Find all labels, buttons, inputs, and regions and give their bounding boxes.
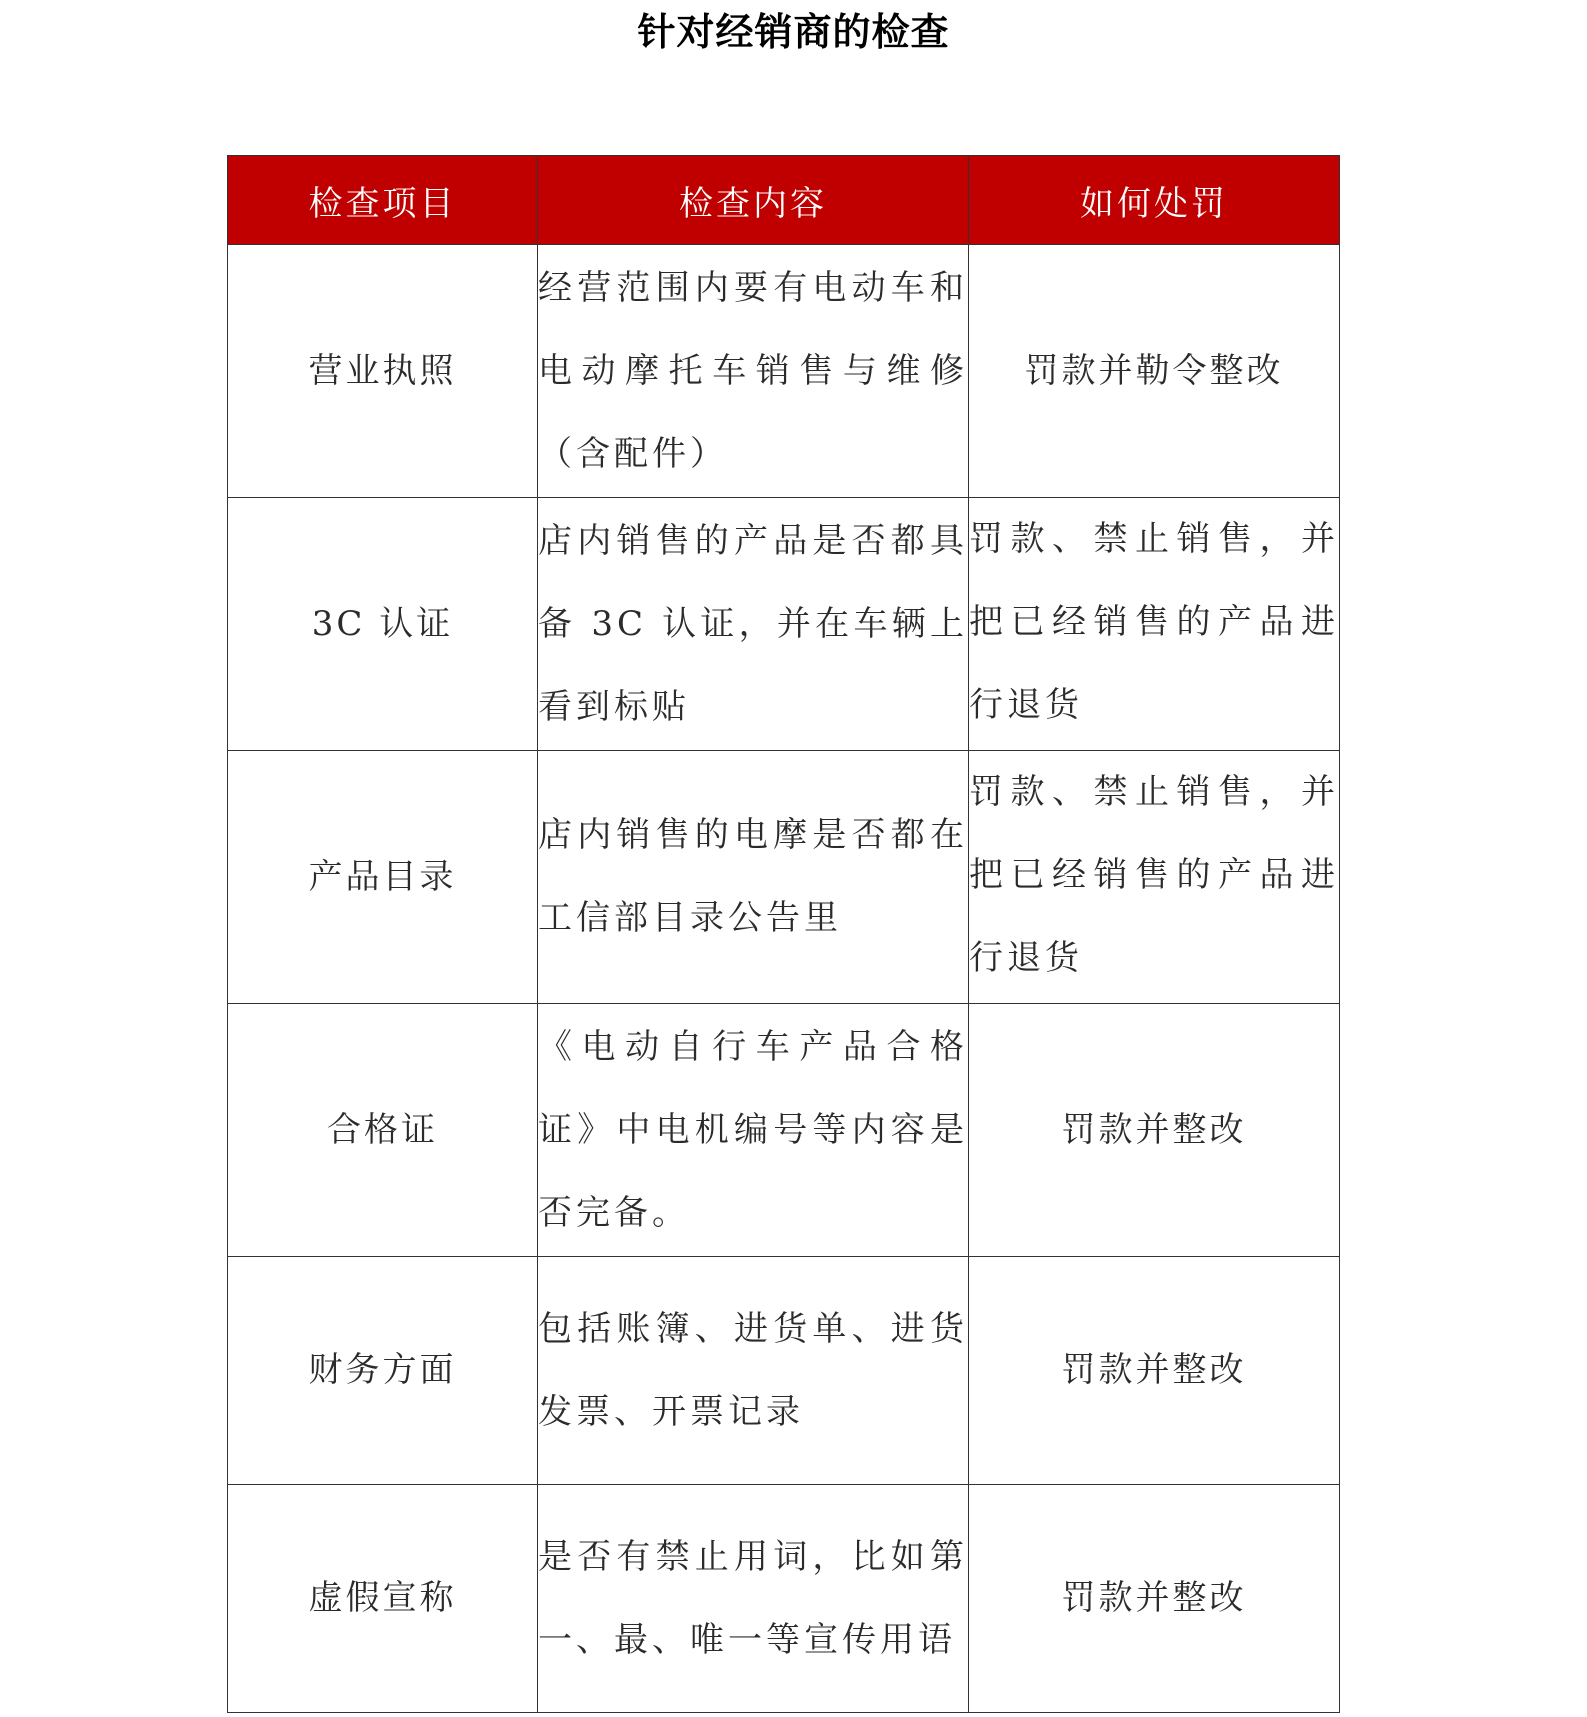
header-penalty: 如何处罚 — [969, 156, 1340, 245]
inspection-table — [227, 155, 1340, 1713]
table-row — [228, 1257, 1340, 1485]
cell-item: 合格证 — [228, 1004, 538, 1257]
cell-content: 包括账簿、进货单、进货发票、开票记录 — [538, 1257, 969, 1485]
cell-content: 店内销售的产品是否都具备 3C 认证，并在车辆上看到标贴 — [538, 498, 969, 751]
table-row — [228, 751, 1340, 1004]
cell-item: 营业执照 — [228, 245, 538, 498]
cell-penalty: 罚款并整改 — [969, 1257, 1340, 1485]
cell-penalty: 罚款、禁止销售，并把已经销售的产品进行退货 — [969, 498, 1340, 751]
page-title: 针对经销商的检查 — [637, 10, 950, 54]
cell-penalty: 罚款并勒令整改 — [969, 245, 1340, 498]
table-header-row — [228, 156, 1340, 245]
cell-item: 虚假宣称 — [228, 1485, 538, 1713]
cell-penalty: 罚款并整改 — [969, 1004, 1340, 1257]
header-inspection-item: 检查项目 — [228, 156, 538, 245]
cell-content: 是否有禁止用词，比如第一、最、唯一等宣传用语 — [538, 1485, 969, 1713]
cell-item: 财务方面 — [228, 1257, 538, 1485]
table-row — [228, 1485, 1340, 1713]
cell-penalty: 罚款并整改 — [969, 1485, 1340, 1713]
cell-content: 经营范围内要有电动车和电动摩托车销售与维修（含配件） — [538, 245, 969, 498]
cell-content: 店内销售的电摩是否都在工信部目录公告里 — [538, 751, 969, 1004]
table-row — [228, 1004, 1340, 1257]
cell-penalty: 罚款、禁止销售，并把已经销售的产品进行退货 — [969, 751, 1340, 1004]
table-row — [228, 498, 1340, 751]
table-row — [228, 245, 1340, 498]
cell-item: 产品目录 — [228, 751, 538, 1004]
cell-content: 《电动自行车产品合格证》中电机编号等内容是否完备。 — [538, 1004, 969, 1257]
cell-item: 3C 认证 — [228, 498, 538, 751]
header-inspection-content: 检查内容 — [538, 156, 969, 245]
